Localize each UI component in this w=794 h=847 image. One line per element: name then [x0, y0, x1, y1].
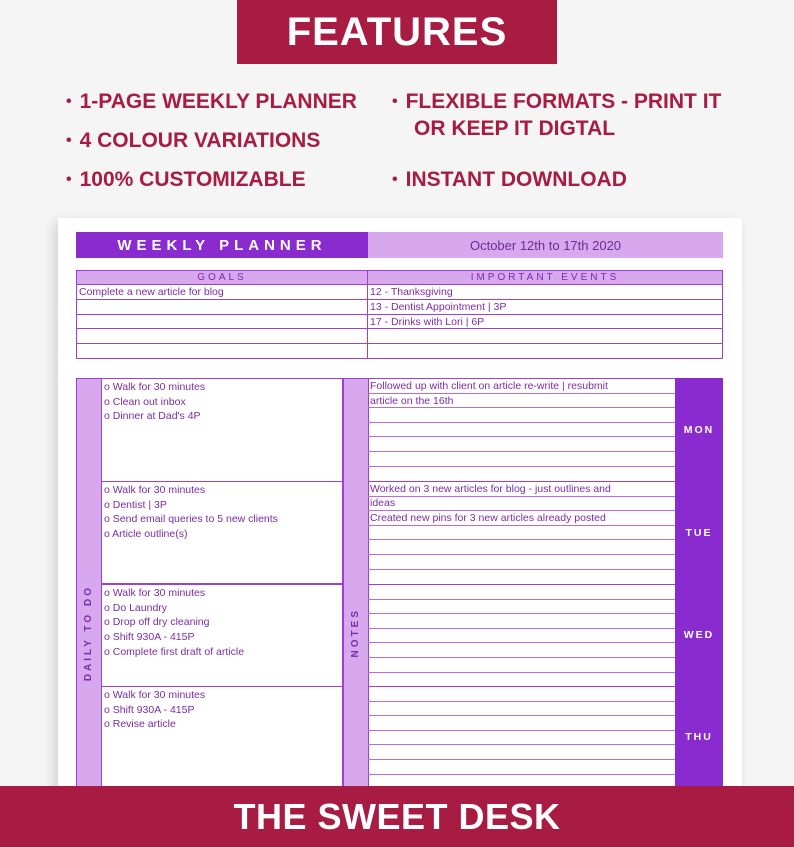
note-rule: [368, 730, 675, 731]
feature-item: • FLEXIBLE FORMATS - PRINT IT: [392, 90, 722, 113]
note-rule: [368, 569, 675, 570]
planner-title: WEEKLY PLANNER: [76, 232, 368, 258]
daily-todo-sidebar: [76, 378, 102, 788]
goal-row: [76, 315, 368, 329]
note-text: Created new pins for 3 new articles already posted: [370, 512, 606, 524]
notes-area: [368, 378, 676, 788]
goal-row: [76, 300, 368, 315]
note-rule: [368, 599, 675, 600]
event-row: [367, 344, 723, 359]
todo-block-thu: o Walk for 30 minutes o Shift 930A - 415P o Revise article: [101, 686, 343, 788]
feature-item: • 100% CUSTOMIZABLE: [66, 168, 306, 191]
bullet-icon: •: [66, 132, 72, 149]
todo-block-tue: o Walk for 30 minutes o Dentist | 3P o Send email queries to 5 new clients o Article outline(s): [101, 481, 343, 584]
note-rule: [368, 672, 675, 673]
goal-row: Complete a new article for blog: [76, 285, 368, 300]
feature-item: • 4 COLOUR VARIATIONS: [66, 129, 321, 152]
note-rule: [368, 744, 675, 745]
bullet-icon: •: [392, 93, 398, 110]
note-rule: [368, 715, 675, 716]
daily-todo-label: DAILY TO DO: [83, 585, 94, 682]
goal-row: [76, 344, 368, 359]
note-rule: [368, 701, 675, 702]
note-rule: [368, 436, 675, 437]
event-row: 13 - Dentist Appointment | 3P: [367, 300, 723, 315]
event-row: [367, 329, 723, 344]
note-rule: [368, 451, 675, 452]
note-day-separator: [368, 686, 675, 687]
footer-banner: THE SWEET DESK: [0, 786, 794, 847]
feature-item: • 1-PAGE WEEKLY PLANNER: [66, 90, 357, 113]
note-text: Followed up with client on article re-write | resubmit: [370, 380, 608, 392]
note-rule: [368, 466, 675, 467]
note-rule: [368, 657, 675, 658]
features-banner: FEATURES: [237, 0, 557, 64]
goals-header: GOALS: [76, 270, 368, 285]
day-label-thu: THU: [675, 686, 723, 789]
date-range: October 12th to 17th 2020: [368, 232, 723, 258]
note-day-separator: [368, 584, 675, 585]
bullet-icon: •: [392, 171, 398, 188]
notes-label: NOTES: [350, 608, 361, 658]
day-label-wed: WED: [675, 584, 723, 687]
day-label-mon: MON: [675, 378, 723, 482]
note-text: article on the 16th: [370, 395, 454, 407]
events-header: IMPORTANT EVENTS: [367, 270, 723, 285]
note-rule: [368, 422, 675, 423]
day-label-tue: TUE: [675, 481, 723, 585]
note-rule: [368, 539, 675, 540]
note-text: Worked on 3 new articles for blog - just outlines and: [370, 483, 611, 495]
note-text: ideas: [370, 497, 396, 509]
todo-block-mon: o Walk for 30 minutes o Clean out inbox o Dinner at Dad's 4P: [101, 378, 343, 482]
todo-block-wed: o Walk for 30 minutes o Do Laundry o Drop off dry cleaning o Shift 930A - 415P o Complete first draft of article: [101, 584, 343, 687]
event-row: 12 - Thanksgiving: [367, 285, 723, 300]
goal-row: [76, 329, 368, 344]
feature-item: • INSTANT DOWNLOAD: [392, 168, 627, 191]
note-rule: [368, 613, 675, 614]
notes-sidebar: [343, 378, 369, 788]
bullet-icon: •: [66, 171, 72, 188]
note-rule: [368, 628, 675, 629]
feature-item-continued: OR KEEP IT DIGTAL: [414, 117, 616, 140]
event-row: 17 - Drinks with Lori | 6P: [367, 315, 723, 329]
note-rule: [368, 554, 675, 555]
note-rule: [368, 759, 675, 760]
note-rule: [368, 774, 675, 775]
note-rule: [368, 642, 675, 643]
bullet-icon: •: [66, 93, 72, 110]
